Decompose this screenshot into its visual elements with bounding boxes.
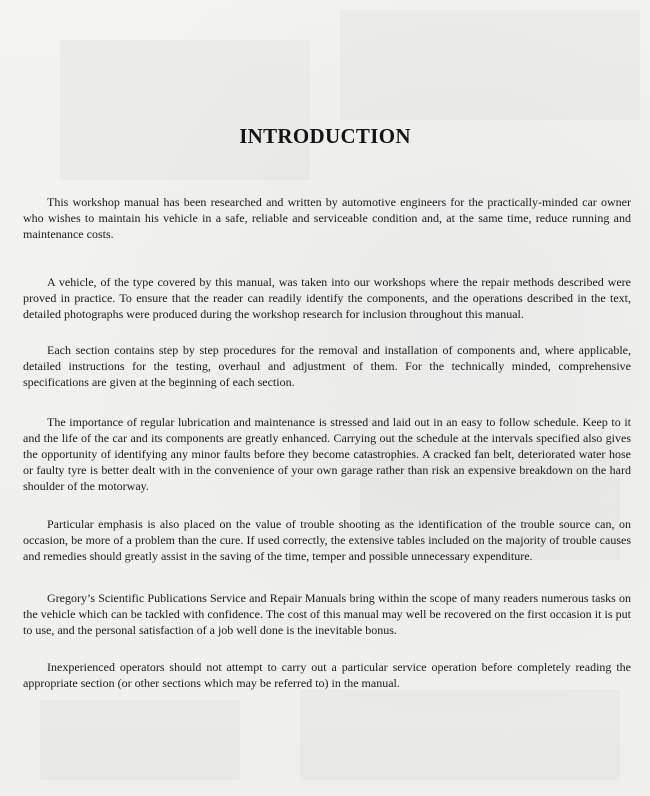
show-through-shading [60,40,310,180]
intro-paragraph-1: This workshop manual has been researched and written by automotive engineers for the practically-minded car owner who wishes to maintain his vehicle in a safe, reliable and serviceable condition and, at the same time, reduce running and maintenance costs. [23,195,631,241]
intro-paragraph-5: Particular emphasis is also placed on the value of trouble shooting as the identification of the trouble source can, on occasion, be more of a problem than the cure. If used correctly, the extensive tables included on the majority of trouble causes and remedies should greatly assist in the saving of the time, temper and possible unnecessary expenditure. [23,517,631,563]
show-through-shading [340,10,640,120]
page-title: INTRODUCTION [239,124,411,148]
intro-paragraph-4: The importance of regular lubrication and maintenance is stressed and laid out in an easy to follow schedule. Keep to it and the life of the car and its components are greatly enhanced. Carrying out the schedule at the intervals specified also gives the opportunity of identifying any minor faults before they become catastrophies. A cracked fan belt, deteriorated water hose or faulty tyre is better dealt with in the convenience of your own garage rather than risk an expensive breakdown on the hard shoulder of the motorway. [23,415,631,493]
show-through-shading [300,690,620,780]
intro-paragraph-7: Inexperienced operators should not attempt to carry out a particular service operation before completely reading the appropriate section (or other sections which may be referred to) in the manual. [23,660,631,690]
intro-paragraph-3: Each section contains step by step procedures for the removal and installation of components and, where applicable, detailed instructions for the testing, overhaul and adjustment of them. For the technically minded, comprehensive specifications are given at the beginning of each section. [23,343,631,389]
show-through-shading [40,700,240,780]
intro-paragraph-2: A vehicle, of the type covered by this manual, was taken into our workshops where the repair methods described were proved in practice. To ensure that the reader can readily identify the components, and the operations described in the text, detailed photographs were produced during the workshop research for inclusion throughout this manual. [23,275,631,321]
intro-paragraph-6: Gregory’s Scientific Publications Service and Repair Manuals bring within the scope of many readers numerous tasks on the vehicle which can be tackled with confidence. The cost of this manual may well be recovered on the first occasion it is put to use, and the personal satisfaction of a job well done is the inevitable bonus. [23,591,631,637]
